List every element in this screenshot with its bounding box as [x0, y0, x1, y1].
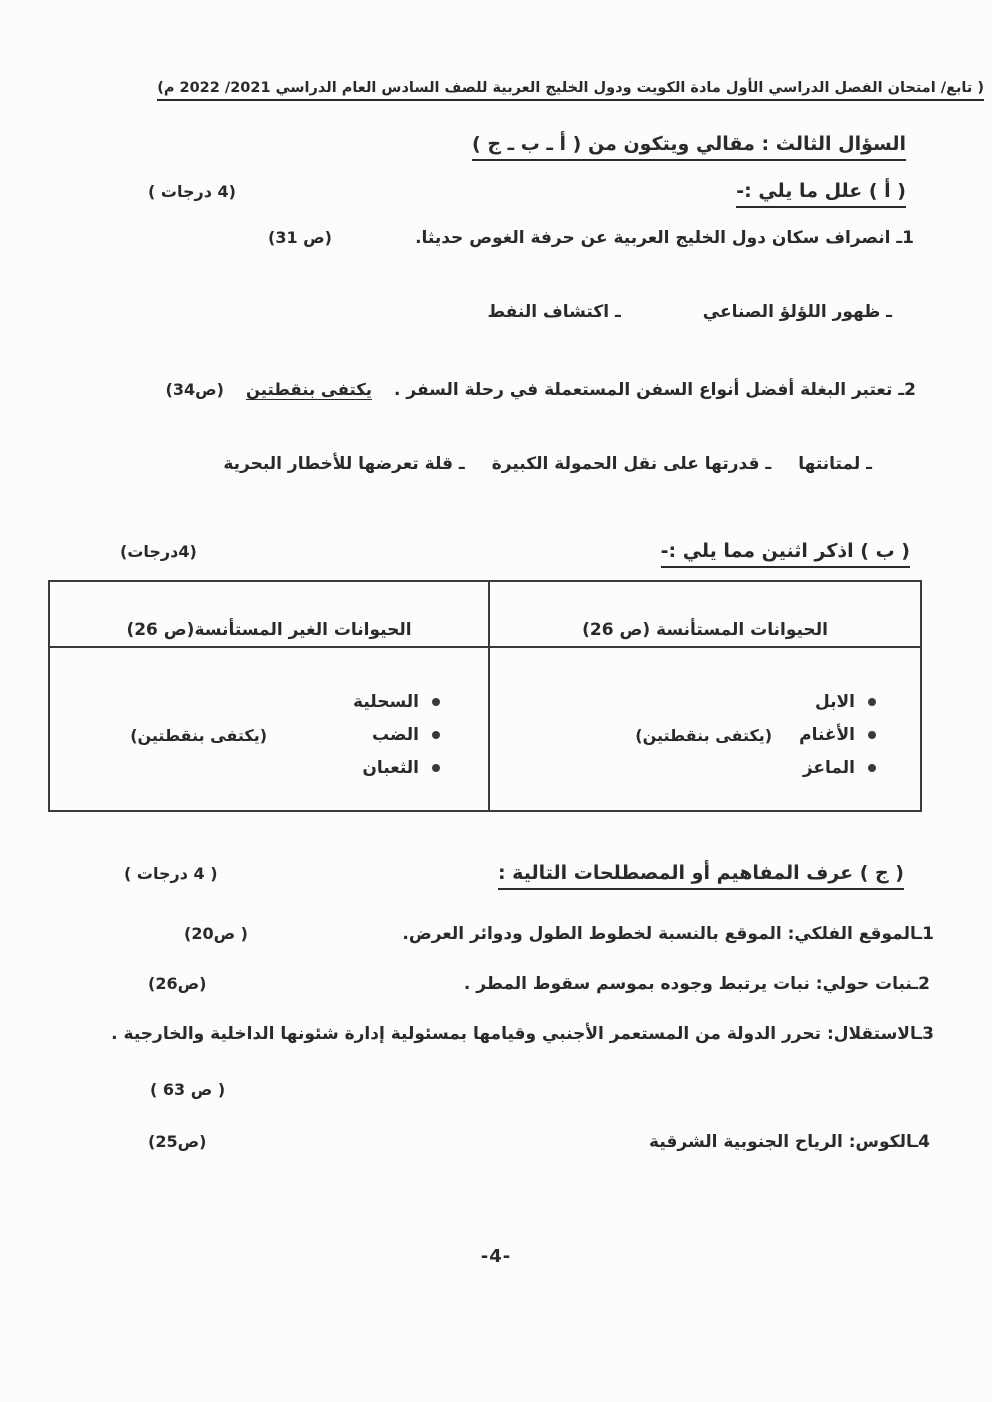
- part-c-marks: ( 4 درجات ): [124, 864, 218, 883]
- answer-item: ـ اكتشاف النفط: [487, 302, 621, 322]
- part-b-marks: (4درجات): [120, 542, 197, 561]
- part-c-definition-1: [0, 924, 992, 944]
- part-c-heading: ( ج ) عرف المفاهيم أو المصطلحات التالية :: [498, 862, 904, 890]
- table-header-non-domesticated: الحيوانات الغير المستأنسة(ص 26): [50, 582, 490, 646]
- definition-text: 1ـالموقع الفلكي: الموقع بالنسبة لخطوط الطول ودوائر العرض.: [402, 924, 934, 944]
- exam-header-title: ( تابع/ امتحان الفصل الدراسي الأول مادة الكويت ودول الخليج العربية للصف السادس العام الدراسي 2021/ 2022 م): [157, 80, 984, 101]
- bullet-icon: [432, 731, 440, 739]
- page-ref: (ص26): [148, 974, 207, 993]
- part-a-heading-row: [0, 180, 992, 208]
- question3-title-row: [0, 133, 992, 161]
- bullet-icon: [432, 764, 440, 772]
- list-item: [490, 692, 920, 712]
- bullet-icon: [868, 731, 876, 739]
- page-ref: ( ص20): [184, 924, 248, 943]
- question-text: 1ـ انصراف سكان دول الخليج العربية عن حرفة الغوص حديثا.: [415, 228, 914, 248]
- table-cell-domesticated: [490, 648, 920, 810]
- part-c-definition-3-ref-row: [0, 1080, 992, 1099]
- bullet-icon: [868, 698, 876, 706]
- part-a-question-2: [0, 380, 992, 400]
- animal-name: الأغنام: [799, 725, 855, 745]
- part-b-heading-row: [0, 540, 992, 568]
- animal-name: السحلية: [353, 692, 419, 712]
- answer-item: ـ لمتانتها: [798, 454, 872, 474]
- marking-note: (يكتفى بنقطتين): [635, 725, 773, 745]
- list-item: [490, 725, 920, 745]
- page-header: [0, 80, 992, 101]
- animal-name: الابل: [814, 692, 855, 712]
- part-b-heading: ( ب ) اذكر اثنين مما يلي :-: [661, 540, 910, 568]
- definition-text: 2ـنبات حولي: نبات يرتبط وجوده بموسم سقوط المطر .: [463, 974, 930, 994]
- animal-name: الثعبان: [362, 758, 419, 778]
- animal-name: الضب: [372, 725, 419, 745]
- list-item: [50, 725, 488, 745]
- definition-text: 3ـالاستقلال: تحرر الدولة من المستعمر الأجنبي وقيامها بمسئولية إدارة شئونها الداخلية والخارجية .: [111, 1024, 934, 1044]
- part-a-answers-2: [0, 454, 992, 474]
- part-c-definition-3: [0, 1024, 992, 1044]
- list-item: [50, 692, 488, 712]
- marking-note: يكتفى بنقطتين: [245, 380, 372, 399]
- page-ref: (ص34): [165, 380, 224, 399]
- part-a-answers-1: [0, 302, 992, 322]
- part-c-definition-4: [0, 1132, 992, 1152]
- part-c-heading-row: [0, 862, 992, 890]
- page-ref: ( ص 63 ): [150, 1080, 226, 1099]
- marking-note: (يكتفى بنقطتين): [130, 725, 268, 745]
- bullet-icon: [432, 698, 440, 706]
- question3-title: السؤال الثالث : مقالي ويتكون من ( أ ـ ب ـ ج ): [472, 133, 906, 161]
- page-ref: (ص 31): [268, 228, 332, 247]
- table-header-domesticated: الحيوانات المستأنسة (ص 26): [582, 620, 828, 640]
- answer-item: ـ قلة تعرضها للأخطار البحرية: [223, 454, 465, 474]
- answer-item: ـ قدرتها على نقل الحمولة الكبيرة: [491, 454, 772, 474]
- animals-table-header-row: [50, 582, 920, 648]
- animals-table-body-row: [50, 648, 920, 810]
- list-item: [50, 758, 488, 778]
- part-a-heading: ( أ ) علل ما يلي :-: [736, 180, 906, 208]
- animals-table: [48, 580, 922, 812]
- page-ref: (ص25): [148, 1132, 207, 1151]
- list-item: [490, 758, 920, 778]
- question-text: 2ـ تعتبر البغلة أفضل أنواع السفن المستعملة في رحلة السفر .: [394, 380, 916, 400]
- page-footer: [0, 1246, 992, 1267]
- animal-name: الماعز: [802, 758, 855, 778]
- part-a-marks: (4 درجات ): [148, 182, 236, 201]
- bullet-icon: [868, 764, 876, 772]
- definition-text: 4ـالكوس: الرياح الجنوبية الشرقية: [649, 1132, 930, 1152]
- answer-item: ـ ظهور اللؤلؤ الصناعي: [702, 302, 892, 322]
- part-a-question-1: [0, 228, 992, 248]
- table-cell-non-domesticated: [50, 648, 490, 810]
- part-c-definition-2: [0, 974, 992, 994]
- page-number: -4-: [480, 1246, 512, 1267]
